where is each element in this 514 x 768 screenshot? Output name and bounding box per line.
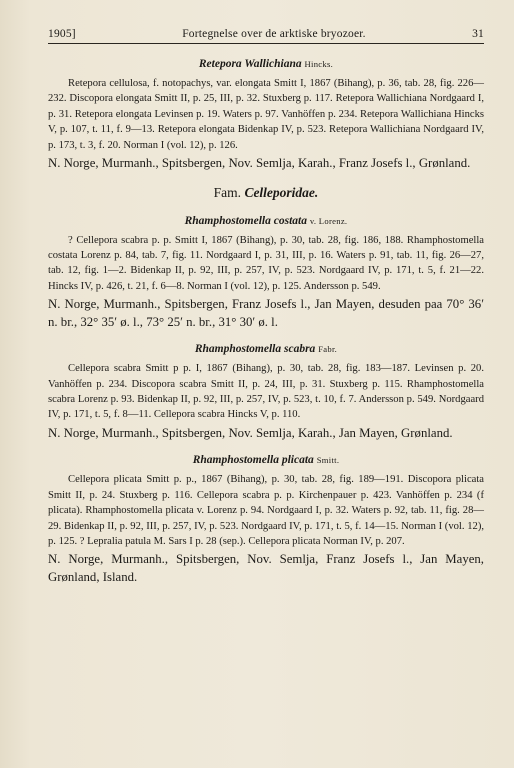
species-name: Rhamphostomella scabra	[194, 343, 316, 356]
synonymy-paragraph: Retepora cellulosa, f. notopachys, var. elongata Smitt I, 1867 (Bihang), p. 36, tab. 28, fig. 226—232. Discopora elongata Smitt II, p. 25, III, p. 32. Stuxberg p. 117. Retepora Wallichiana Nordgaard I, p. 31. Retepora elongata Levinsen p. 19. Waters p. 97. Vanhöffen p. 234. Retepora Wallichiana Hincks V, p. 107, t. 11, f. 9—13. Retepora elongata Bidenkap IV, p. 523. Retepora Wallichiana Nordgaard IV, p. 173, t. 3, f. 20. Norman I (vol. 12), p. 126.	[48, 78, 484, 151]
species-heading	[48, 58, 484, 70]
species-author: Fabr.	[318, 344, 338, 355]
species-heading	[48, 454, 484, 466]
species-name: Retepora Wallichiana	[198, 58, 302, 70]
species-heading	[48, 215, 484, 227]
species-heading	[48, 343, 484, 355]
family-prefix: Fam.	[213, 184, 242, 200]
running-header	[48, 28, 484, 44]
page-number: 31	[472, 28, 484, 40]
species-author: Smitt.	[316, 455, 340, 466]
synonymy-paragraph: Cellepora scabra Smitt p p. I, 1867 (Bihang), p. 30, tab. 28, fig. 183—187. Levinsen p. 20. Vanhöffen p. 234. Discopora scabra Smitt II, p. 24, III, p. 31. Stuxberg p. 115. Rhamphostomella scabra Lorenz p. 93. Bidenkap II, p. 92, III, p. 257, IV, p. 523, t. 10, f. 7. Andersson p. 549. Nordgaard IV, p. 171, t. 5, f. 8—11. Cellepora scabra Hincks V, p. 110.	[48, 363, 484, 421]
synonymy-paragraph: ? Cellepora scabra p. p. Smitt I, 1867 (Bihang), p. 30, tab. 28, fig. 186, 188. Rhamphostomella costata Lorenz p. 84, tab. 7, fig. 11. Nordgaard I, p. 31, III, p. 16. Waters p. 91, tab. 11, fig. 26—27, tab. 12, fig. 1—2. Bidenkap II, p. 92, III, p. 257, IV, p. 523. Nordgaard IV, p. 171, t. 5, f. 21—22. Hincks IV, p. 426, t. 21, f. 6—8. Norman I (vol. 12), p. 125. Andersson p. 549.	[48, 234, 484, 292]
distribution-paragraph: N. Norge, Murmanh., Spitsbergen, Nov. Semlja, Franz Josefs l., Jan Mayen, Grønland, Island.	[48, 552, 484, 584]
family-name: Celleporidae.	[244, 184, 319, 200]
distribution-paragraph: N. Norge, Murmanh., Spitsbergen, Nov. Semlja, Karah., Franz Josefs l., Grønland.	[48, 156, 471, 171]
distribution-paragraph: N. Norge, Murmanh., Spitsbergen, Nov. Semlja, Karah., Jan Mayen, Grønland.	[48, 425, 453, 440]
synonymy-paragraph: Cellepora plicata Smitt p. p., 1867 (Bihang), p. 30, tab. 28, fig. 189—191. Discopora plicata Smitt II, p. 24. Stuxberg p. 116. Cellepora scabra p. p. Kirchenpauer p. 423. Vanhöffen p. 234 (f plicata). Rhamphostomella plicata v. Lorenz p. 94. Nordgaard I, p. 32. Waters p. 92, tab. 11, fig. 28—29. Bidenkap II, p. 92, III, p. 257, IV, p. 523. Nordgaard IV, p. 171, t. 5, f. 14—15. Norman I (vol. 12), p. 125. ? Lepralia patula M. Sars I p. 28 (sep.). Cellepora plicata Norman IV, p. 207.	[48, 474, 484, 547]
distribution-paragraph: N. Norge, Murmanh., Spitsbergen, Franz Josefs l., Jan Mayen, desuden paa 70° 36′ n. br., 32° 35′ ø. l., 73° 25′ n. br., 31° 30′ ø. l.	[48, 297, 484, 329]
header-title: Fortegnelse over de arktiske bryozoer.	[182, 28, 366, 40]
header-year: 1905]	[48, 28, 76, 40]
species-entry-retepora-wallichiana	[48, 58, 484, 173]
species-entry-rhamphostomella-costata	[48, 215, 484, 332]
family-heading	[48, 185, 484, 201]
species-entry-rhamphostomella-scabra	[48, 343, 484, 442]
species-name: Rhamphostomella plicata	[192, 454, 314, 467]
species-name: Rhamphostomella costata	[184, 214, 307, 227]
species-entry-rhamphostomella-plicata	[48, 454, 484, 586]
species-author: Hincks.	[304, 59, 334, 69]
species-author: v. Lorenz.	[309, 215, 348, 226]
